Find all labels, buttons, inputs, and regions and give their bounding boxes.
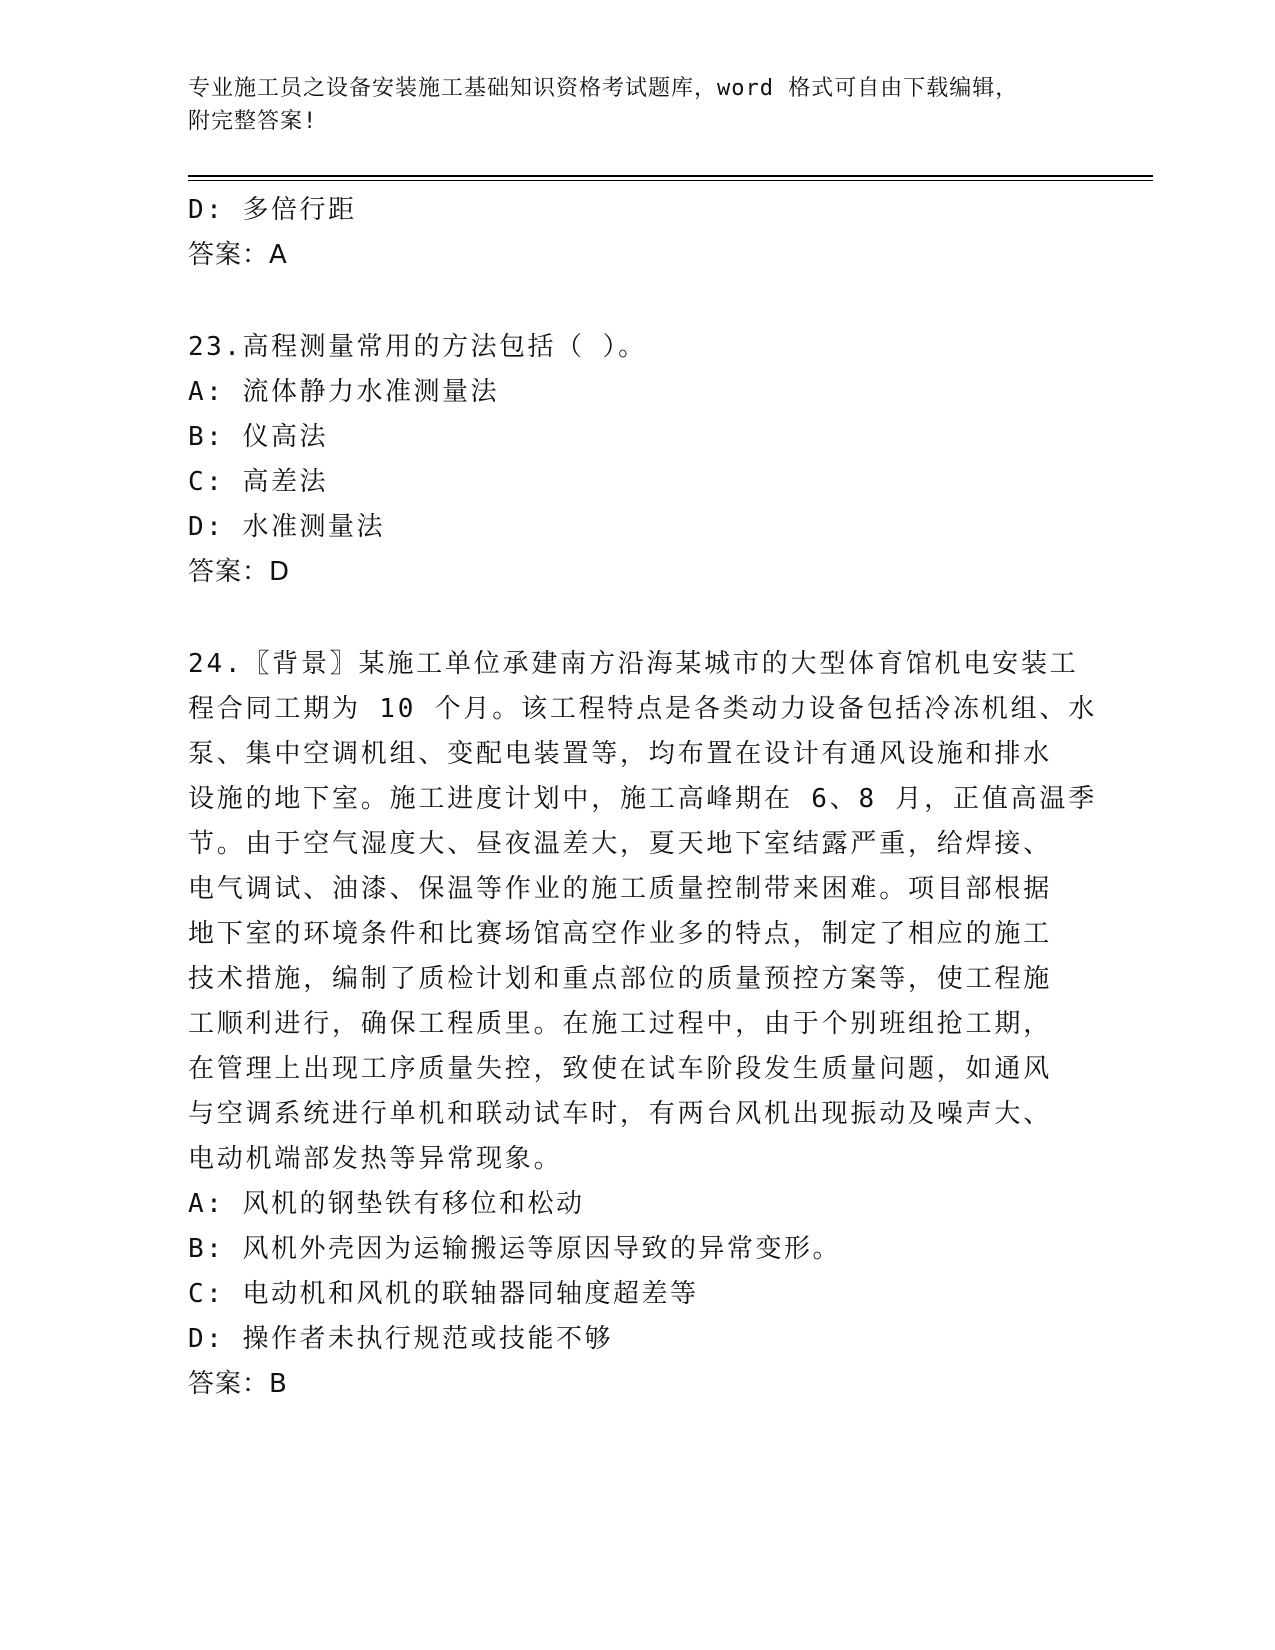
question-23: [188, 325, 1088, 595]
stem-line: 节。由于空气湿度大、昼夜温差大，夏天地下室结露严重，给焊接、: [188, 829, 1053, 859]
header-line-1: 专业施工员之设备安装施工基础知识资格考试题库，word 格式可自由下载编辑，: [188, 76, 1019, 101]
option-b: B: 风机外壳因为运输搬运等原因导致的异常变形。: [188, 1234, 841, 1264]
stem-line: 电气调试、油漆、保温等作业的施工质量控制带来困难。项目部根据: [188, 874, 1053, 904]
header-divider-thick: [188, 175, 1153, 177]
option-d: D: 操作者未执行规范或技能不够: [188, 1324, 613, 1354]
stem-line: 程合同工期为 10 个月。该工程特点是各类动力设备包括冷冻机组、水: [188, 694, 1098, 724]
question-24: [188, 642, 1098, 1407]
option-a: A: 风机的钢垫铁有移位和松动: [188, 1189, 585, 1219]
option-b: B: 仪高法: [188, 422, 328, 452]
question-stem: [188, 642, 1098, 1182]
spacer: [188, 595, 1088, 642]
stem-line: 工顺利进行，确保工程质里。在施工过程中，由于个别班组抢工期，: [188, 1009, 1053, 1039]
spacer: [188, 278, 1088, 325]
stem-line: 技术措施，编制了质检计划和重点部位的质量预控方案等，使工程施: [188, 964, 1053, 994]
answer-line: 答案：A: [188, 240, 288, 270]
option-d: D: 多倍行距: [188, 195, 357, 225]
option-c: C: 高差法: [188, 467, 328, 497]
option-a: A: 流体静力水准测量法: [188, 377, 499, 407]
option-c: C: 电动机和风机的联轴器同轴度超差等: [188, 1279, 699, 1309]
header-divider-thin: [188, 180, 1153, 181]
question-stem: 23.高程测量常用的方法包括（ ）。: [188, 332, 647, 362]
stem-line: 与空调系统进行单机和联动试车时，有两台风机出现振动及噪声大、: [188, 1099, 1053, 1129]
stem-line: 设施的地下室。施工进度计划中，施工高峰期在 6、8 月，正值高温季: [188, 784, 1098, 814]
answer-line: 答案：D: [188, 557, 291, 587]
stem-line: 地下室的环境条件和比赛场馆高空作业多的特点，制定了相应的施工: [188, 919, 1053, 949]
stem-line: 泵、集中空调机组、变配电装置等，均布置在设计有通风设施和排水: [188, 739, 1053, 769]
option-d: D: 水准测量法: [188, 512, 385, 542]
answer-line: 答案：B: [188, 1369, 288, 1399]
stem-line: 电动机端部发热等异常现象。: [188, 1144, 563, 1174]
stem-line: 在管理上出现工序质量失控，致使在试车阶段发生质量问题，如通风: [188, 1054, 1053, 1084]
question-22-tail: [188, 188, 1088, 278]
document-body: [188, 188, 1098, 1407]
page-header: [188, 72, 1088, 138]
stem-line: 24.〖背景〗某施工单位承建南方沿海某城市的大型体育馆机电安装工: [188, 649, 1079, 679]
header-line-2: 附完整答案!: [188, 109, 318, 134]
